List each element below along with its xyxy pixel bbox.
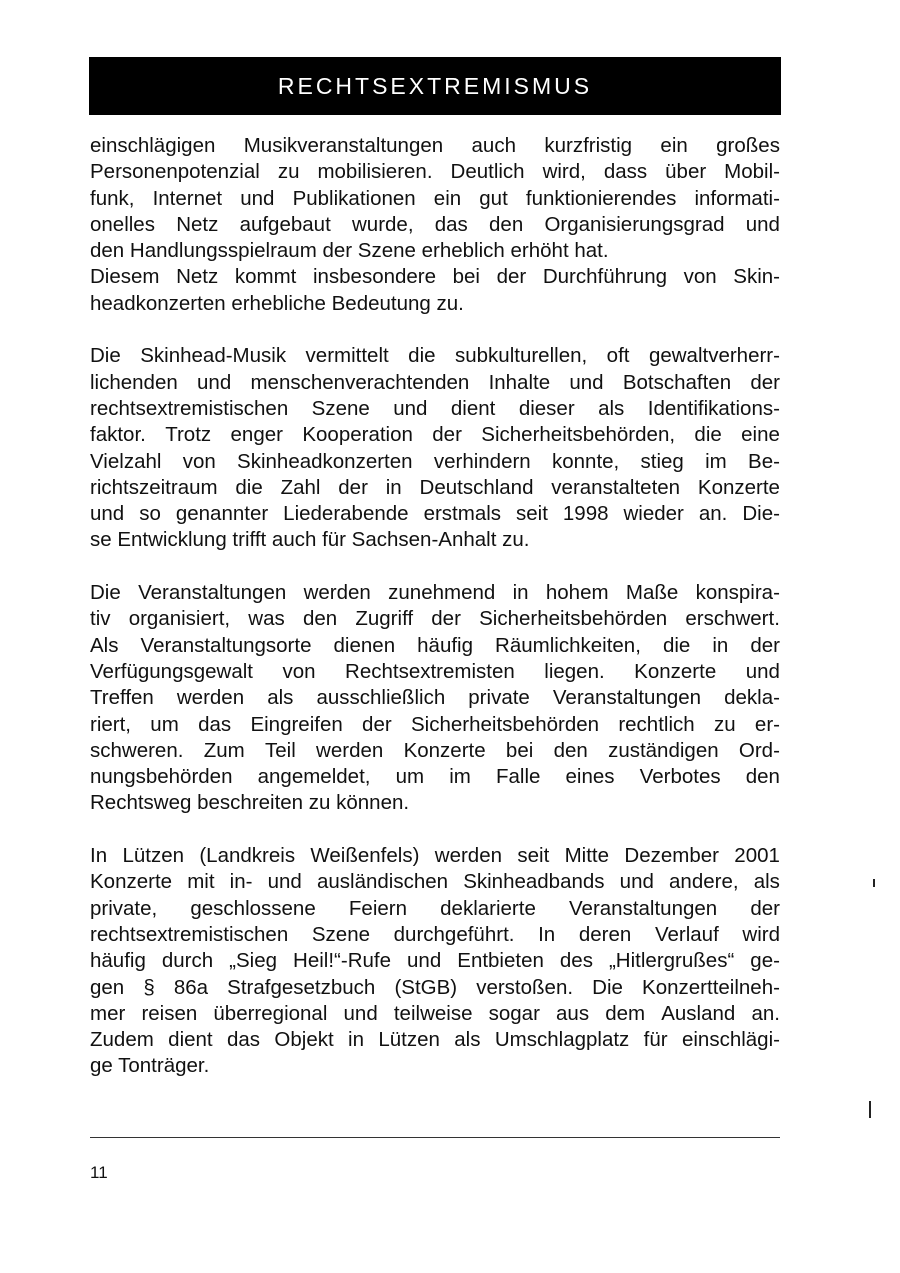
text-line: Diesem Netz kommt insbesondere bei der Durchführung von Skin-: [90, 265, 780, 289]
body-text: [90, 133, 780, 1080]
text-line: In Lützen (Landkreis Weißenfels) werden seit Mitte Dezember 2001: [90, 844, 780, 868]
text-line: rechtsextremistischen Szene und dient dieser als Identifikations-: [90, 396, 780, 420]
text-line: Personenpotenzial zu mobilisieren. Deutlich wird, dass über Mobil-: [90, 160, 780, 184]
text-line: funk, Internet und Publikationen ein gut funktionierendes informati-: [90, 186, 780, 210]
text-line: se Entwicklung trifft auch für Sachsen-Anhalt zu.: [90, 528, 530, 552]
text-line: onelles Netz aufgebaut wurde, das den Organisierungsgrad und: [90, 212, 780, 236]
page-number: 11: [90, 1163, 108, 1182]
paragraph: [90, 580, 780, 817]
text-line: Vielzahl von Skinheadkonzerten verhindern konnte, stieg im Be-: [90, 449, 780, 473]
text-line: ge Tonträger.: [90, 1054, 210, 1078]
text-line: Als Veranstaltungsorte dienen häufig Räumlichkeiten, die in der: [90, 633, 780, 657]
text-line: richtszeitraum die Zahl der in Deutschland veranstalteten Konzerte: [90, 475, 780, 499]
paragraph-gap: [90, 554, 780, 580]
text-line: Rechtsweg beschreiten zu können.: [90, 791, 410, 815]
paragraph-gap: [90, 817, 780, 843]
text-line: tiv organisiert, was den Zugriff der Sicherheitsbehörden erschwert.: [90, 607, 780, 631]
text-line: Treffen werden als ausschließlich private Veranstaltungen dekla-: [90, 686, 780, 710]
paragraph: [90, 843, 780, 1080]
text-line: einschlägigen Musikveranstaltungen auch kurzfristig ein großes: [90, 134, 780, 157]
text-line: nungsbehörden angemeldet, um im Falle eines Verbotes den: [90, 765, 780, 789]
text-line: mer reisen überregional und teilweise sogar aus dem Ausland an.: [90, 1001, 780, 1025]
text-line: und so genannter Liederabende erstmals seit 1998 wieder an. Die-: [90, 502, 780, 526]
text-line: faktor. Trotz enger Kooperation der Sicherheitsbehörden, die eine: [90, 423, 780, 447]
text-line: Die Veranstaltungen werden zunehmend in hohem Maße konspira-: [90, 581, 780, 605]
footnote-divider: [90, 1137, 780, 1138]
text-line: rechtsextremistischen Szene durchgeführt. In deren Verlauf wird: [90, 922, 780, 946]
margin-mark: [873, 879, 875, 887]
section-title: RECHTSEXTREMISMUS: [277, 72, 593, 99]
text-line: private, geschlossene Feiern deklarierte Veranstaltungen der: [90, 896, 780, 920]
text-line: schweren. Zum Teil werden Konzerte bei den zuständigen Ord-: [90, 738, 780, 762]
text-line: Zudem dient das Objekt in Lützen als Umschlagplatz für einschlägi-: [90, 1028, 780, 1052]
text-line: Die Skinhead-Musik vermittelt die subkulturellen, oft gewaltverherr-: [90, 344, 780, 368]
paragraph-gap: [90, 317, 780, 343]
text-line: riert, um das Eingreifen der Sicherheitsbehörden rechtlich zu er-: [90, 712, 780, 736]
text-line: Konzerte mit in- und ausländischen Skinheadbands und andere, als: [90, 870, 780, 894]
text-line: gen § 86a Strafgesetzbuch (StGB) verstoßen. Die Konzertteilneh-: [90, 975, 780, 999]
text-line: Verfügungsgewalt von Rechtsextremisten liegen. Konzerte und: [90, 659, 780, 683]
text-line: häufig durch „Sieg Heil!“-Rufe und Entbieten des „Hitlergrußes“ ge-: [90, 949, 780, 973]
text-line: headkonzerten erhebliche Bedeutung zu.: [90, 291, 464, 315]
text-line: den Handlungsspielraum der Szene erheblich erhöht hat.: [90, 239, 609, 263]
margin-mark: [869, 1101, 871, 1118]
paragraph: [90, 343, 780, 553]
section-header-bar: [89, 57, 781, 115]
text-line: lichenden und menschenverachtenden Inhalte und Botschaften der: [90, 370, 780, 394]
paragraph: [90, 133, 780, 317]
